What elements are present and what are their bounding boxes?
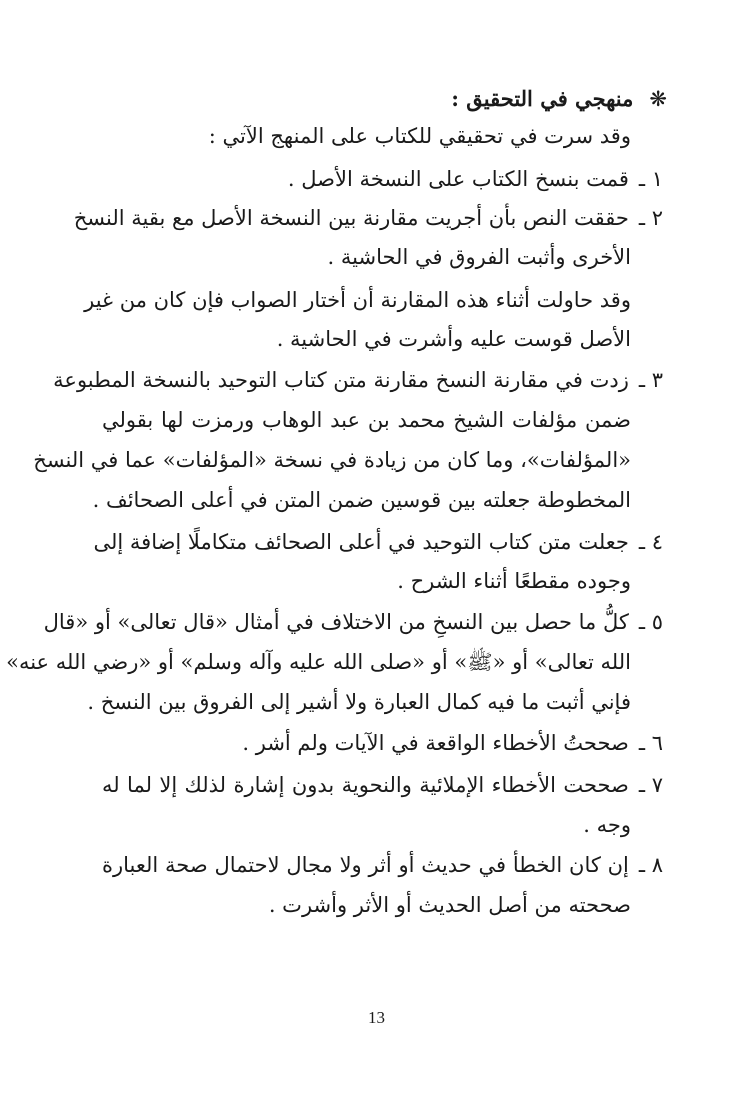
list-item-5 <box>43 607 663 637</box>
item-number: ٢ ـ <box>638 206 663 230</box>
paragraph-line: وقد حاولت أثناء هذه المقارنة أن أختار الصواب فإن كان من غير <box>84 288 631 312</box>
item-number: ٤ ـ <box>638 530 663 554</box>
list-item-8 <box>102 850 663 880</box>
item-text: صححت الأخطاء الإملائية والنحوية بدون إشارة لذلك إلا لما له <box>102 773 629 797</box>
page-number: 13 <box>368 1008 385 1027</box>
item-number: ٧ ـ <box>638 773 663 797</box>
heading-title: منهجي في التحقيق : <box>451 86 634 111</box>
ornament-star-icon: ❋ <box>649 87 667 111</box>
item-text: زدت في مقارنة النسخ مقارنة متن كتاب التوحيد بالنسخة المطبوعة <box>53 368 629 392</box>
intro-line: وقد سرت في تحقيقي للكتاب على المنهج الآتي : <box>208 124 631 148</box>
paragraph-line: الأصل قوست عليه وأشرت في الحاشية . <box>276 327 631 351</box>
item-number: ٨ ـ <box>638 853 663 877</box>
list-item-4 <box>93 527 663 557</box>
item-number: ١ ـ <box>638 167 663 191</box>
item-text: جعلت متن كتاب التوحيد في أعلى الصحائف متكاملًا إضافة إلى <box>93 530 629 554</box>
list-item-7 <box>102 770 663 800</box>
section-heading <box>100 84 667 114</box>
item-text: حققت النص بأن أجريت مقارنة بين النسخة الأصل مع بقية النسخ <box>73 206 629 230</box>
list-item-5-continued: فإني أثبت ما فيه كمال العبارة ولا أشير إلى الفروق بين النسخ . <box>87 690 631 714</box>
list-item-3-continued: المخطوطة جعلته بين قوسين ضمن المتن في أعلى الصحائف . <box>92 488 631 512</box>
item-text: إن كان الخطأ في حديث أو أثر ولا مجال لاحتمال صحة العبارة <box>102 853 629 877</box>
list-item-7-continued: وجه . <box>583 813 631 837</box>
list-item-5-continued: الله تعالى» أو «ﷺ» أو «صلى الله عليه وآله وسلم» أو «رضي الله عنه» <box>6 650 631 674</box>
list-item-1 <box>100 164 663 194</box>
item-number: ٥ ـ <box>638 610 663 634</box>
list-item-3-continued: «المؤلفات»، وما كان من زيادة في نسخة «المؤلفات» عما في النسخ <box>33 448 631 472</box>
list-item-2-continued: الأخرى وأثبت الفروق في الحاشية . <box>327 245 631 269</box>
list-item-2 <box>73 203 663 233</box>
item-text: صححتُ الأخطاء الواقعة في الآيات ولم أشر . <box>242 731 629 755</box>
item-text: قمت بنسخ الكتاب على النسخة الأصل . <box>287 167 629 191</box>
item-text: كلُّ ما حصل بين النسخِ من الاختلاف في أمثال «قال تعالى» أو «قال <box>43 610 629 634</box>
list-item-3 <box>53 365 663 395</box>
list-item-4-continued: وجوده مقطعًا أثناء الشرح . <box>397 569 631 593</box>
item-number: ٣ ـ <box>638 368 663 392</box>
list-item-8-continued: صححته من أصل الحديث أو الأثر وأشرت . <box>268 893 631 917</box>
list-item-3-continued: ضمن مؤلفات الشيخ محمد بن عبد الوهاب ورمزت لها بقولي <box>102 408 631 432</box>
list-item-6 <box>100 728 663 758</box>
item-number: ٦ ـ <box>638 731 663 755</box>
